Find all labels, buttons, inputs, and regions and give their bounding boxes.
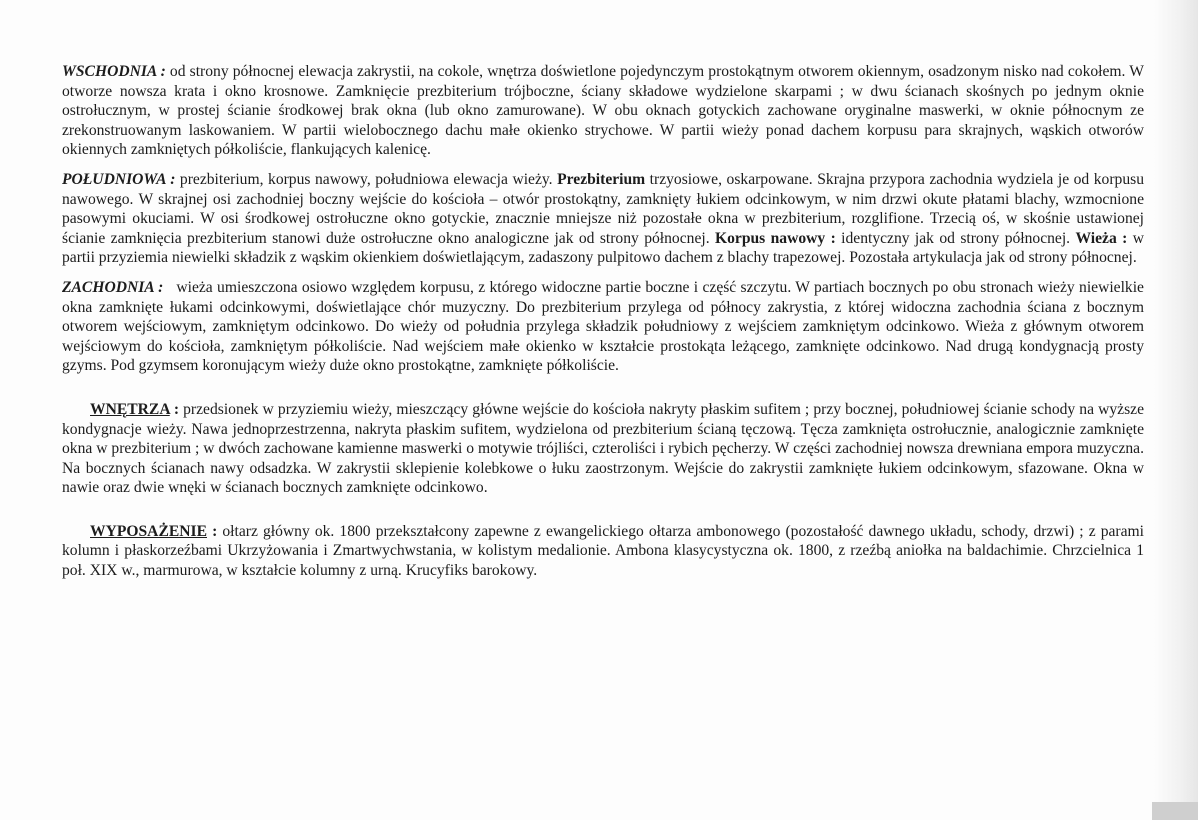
label-colon: : [169,400,180,418]
subheading-korpus: Korpus nawowy : [714,229,836,247]
scan-edge [1154,0,1198,820]
paragraph-wschodnia [62,62,1144,160]
section-label-wschodnia: WSCHODNIA : [62,63,166,80]
section-text: od strony północnej elewacja zakrystii, na cokole, wnętrza doświetlone pojedynczym prostokątnym otworem okiennym, osadzonym nisko nad cokołem. W otworze nowsza krata i okno krosnowe. Zamknięcie prezbiterium trójboczne, ściany składowe wydzielone skarpami ; w dwu ścianach skośnych po jednym oknie ostrołucznym, w prostej ścianie środkowej brak okna (lub okno zamurowane). W obu oknach gotyckich zachowane oryginalne maswerki, w oknie północnym ze zrekonstruowanym laskowaniem. W partii wielobocznego dachu małe okienko strychowe. W partii wieży ponad dachem korpusu para skrajnych, wąskich otworów okiennych zamkniętych półkoliście, flankujących kalenicę. [62,63,1145,159]
section-text: ołtarz główny ok. 1800 przekształcony zapewne z ewangelickiego ołtarza ambonowego (pozostałość dawnego układu, schody, drzwi) ; z parami kolumn i płaskorzeźbami Ukrzyżowania i Zmartwychwstania, w kolistym medalionie. Ambona klasycystyczna ok. 1800, z rzeźbą aniołka na baldachimie. Chrzcielnica 1 poł. XIX w., marmurowa, w kształcie kolumny z urną. Krucyfiks barokowy. [62,522,1145,580]
section-label-poludniowa: POŁUDNIOWA : [62,170,176,188]
paragraph-poludniowa [62,170,1144,268]
label-colon: : [206,522,218,540]
subheading-prezbiterium: Prezbiterium [557,170,646,188]
paragraph-wyposazenie [62,522,1144,581]
paragraph-wnetrza [62,400,1144,498]
section-label-zachodnia: ZACHODNIA : [62,278,164,296]
paragraph-zachodnia [62,278,1148,376]
section-text: trzyosiowe, oskarpowane. Skrajna przypora zachodnia wydziela je od korpusu nawowego. W skrajnej osi zachodniej boczny wejście do kościoła – otwór prostokątny, zamknięty łukiem odcinkowym, w nim drzwi okute płatami blachy, wzmocnione pasowymi okuciami. W osi środkowej ostrołuczne okno gotyckie, znacznie mniejsze niż pozostałe okna w prezbiterium, rozglifione. Trzecią oś, w skośnie ustawionej ścianie zamknięcia prezbiterium stanowi duże ostrołuczne okno analogiczne jak od strony północnej. [62,170,1145,247]
section-text: przedsionek w przyziemiu wieży, mieszczący główne wejście do kościoła nakryty płaskim sufitem ; przy bocznej, południowej ścianie schody na wyższe kondygnacje wieży. Nawa jednoprzestrzenna, nakryta płaskim sufitem, wydzielona od prezbiterium ścianą tęczową. Tęcza zamknięta ostrołucznie, analogicznie zamknięte okna w prezbiterium ; w dwóch zachowane kamienne maswerki o motywie trójliści, czteroliści i rybich pęcherzy. W części zachodniej nowsza drewniana empora muzyczna. Na bocznych ścianach nawy odsadzka. W zakrystii sklepienie kolebkowe o łuku zaostrzonym. Wejście do zakrystii zamknięte łukiem odcinkowym, sfazowane. Okna w nawie oraz dwie wnęki w ścianach bocznych zamknięte odcinkowo. [62,400,1145,497]
section-label-wnetrza: WNĘTRZA [90,400,170,418]
subheading-wieza: Wieża : [1075,229,1128,247]
scan-corner-shadow [1152,802,1198,820]
document-page [62,62,1148,591]
section-text: wieża umieszczona osiowo względem korpusu, z którego widoczne partie boczne i część szczytu. W partiach bocznych po obu stronach wieży niewielkie okna zamknięte łukami odcinkowymi, doświetlające chór muzyczny. Do prezbiterium przylega od północy zakrystia, z której widoczna zachodnia ściana z bocznym otworem wejściowym, zamkniętym odcinkowo. Do wieży od południa przylega składzik południowy z wejściem zamkniętym odcinkowo. Wieża z głównym otworem wejściowym do kościoła, zamkniętym półkoliście. Nad wejściem małe okienko w kształcie prostokąta leżącego, zamknięte odcinkowo. Nad drugą kondygnacją prosty gzyms. Pod gzymsem koronującym wieży duże okno prostokątne, zamknięte półkoliście. [62,278,1148,375]
section-text: w partii przyziemia niewielki składzik z wąskim okienkiem doświetlającym, zadaszony pulpitowo dachem z blachy trapezowej. Pozostała artykulacja jak od strony północnej. [62,229,1144,267]
section-label-wyposazenie: WYPOSAŻENIE [90,522,207,540]
section-text: prezbiterium, korpus nawowy, południowa elewacja wieży. [175,170,558,188]
section-text: identyczny jak od strony północnej. [835,229,1076,247]
